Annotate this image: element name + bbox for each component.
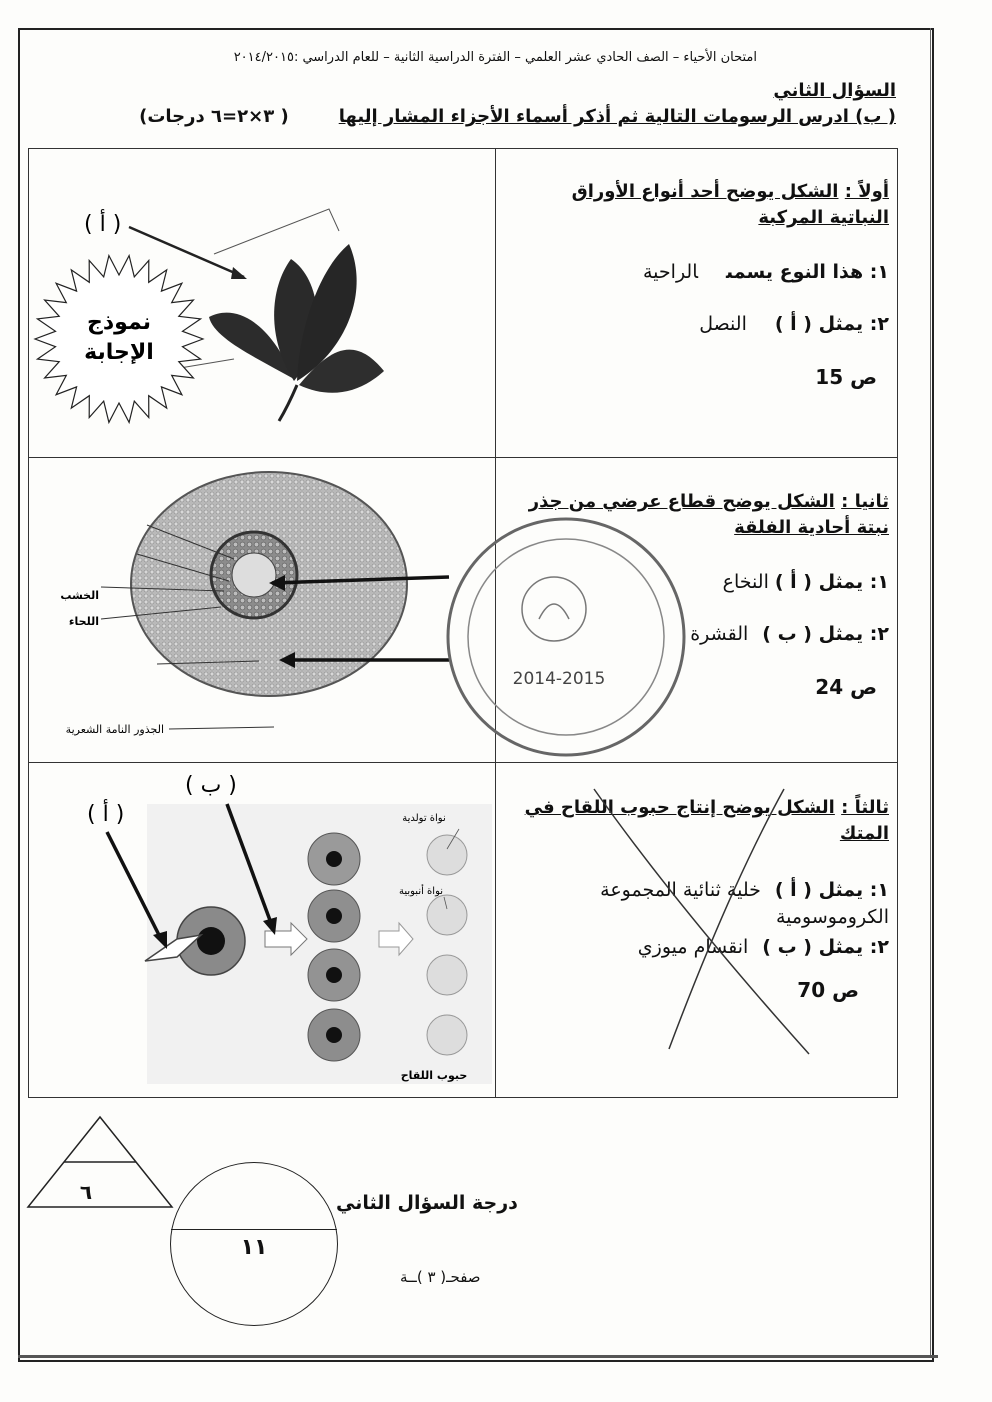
root-pointer-hairs [169, 727, 274, 729]
page-edge [930, 28, 937, 1358]
section-2-heading-text: الشكل يوضح قطاع عرضي من جذر نبتة أحادية الفلقة [528, 491, 889, 539]
section-3-q1: ١: يمثل ( أ )خلية ثنائية المجموعة الكروموسومية [600, 879, 889, 928]
bottom-rule [18, 1355, 938, 1358]
section-1-page-ref: ص 15 [815, 365, 877, 390]
tetrad-nucleus-4 [326, 1027, 342, 1043]
marks-text: ( ٣×٢=٦ درجات) [139, 106, 289, 127]
leaf-petiole [279, 385, 297, 421]
seal-outer-ring [448, 519, 684, 755]
question-title: السؤال الثاني [773, 80, 896, 101]
circle-score-box [170, 1162, 338, 1326]
section-3-heading: ثالثاً : الشكل يوضح إنتاج حبوب اللقاح في المتك [524, 797, 889, 845]
pollen-label-a: ( أ ) [87, 802, 125, 827]
section-1-q2-answer: النصل [699, 313, 747, 336]
root-label-xylem: الخشب [60, 589, 99, 602]
tetrad-nucleus-1 [326, 851, 342, 867]
pollen-grain-1 [427, 835, 467, 875]
section-3-q1-answer: خلية ثنائية المجموعة الكروموسومية [600, 879, 889, 928]
section-2-q1-answer: النخاع [722, 571, 769, 594]
instruction-text: ( ب) ادرس الرسومات التالية ثم أذكر أسماء الأجزاء المشار إليها [338, 106, 896, 127]
official-seal [448, 519, 684, 755]
figures-layer [29, 149, 897, 1097]
grade-label: درجة السؤال الثاني [336, 1192, 518, 1214]
section-3-q2: ٢: يمثل ( ب )انقسام ميوزي [637, 936, 889, 959]
pollen-label-b: ( ب ) [185, 773, 237, 798]
section-1-q1: ١: هذا النوع يسمىالراحية [643, 261, 889, 284]
answer-stamp [35, 256, 203, 423]
seal-emblem [522, 577, 586, 641]
section-3-heading-text: الشكل يوضح إنتاج حبوب اللقاح في المتك [524, 797, 889, 845]
section-2-q2-answer: القشرة [690, 623, 749, 646]
triangle-score: ٦ [79, 1180, 93, 1204]
section-1-q1-answer: الراحية [643, 261, 699, 284]
pollen-grain-2 [427, 895, 467, 935]
root-label-phloem: اللحاء [68, 615, 99, 628]
root-label-hairs: الجذور النامة الشعرية [65, 723, 164, 736]
tetrad-nucleus-3 [326, 967, 342, 983]
section-3-q2-answer: انقسام ميوزي [637, 936, 749, 959]
pollen-grain-3 [427, 955, 467, 995]
leaf-arrowhead-a [231, 267, 247, 279]
circle-score: ١١ [240, 1235, 268, 1260]
grader-cross-mark [594, 789, 809, 1054]
leaf-photo-edge [214, 209, 339, 254]
pollen-label-grains: حبوب اللقاح [400, 1069, 468, 1082]
seal-year: 2014-2015 [512, 669, 606, 689]
section-2-heading: ثانيا : الشكل يوضح قطاع عرضي من جذر نبتة أحادية الفلقة [528, 491, 889, 539]
pollen-label-generative: نواة تولدية [402, 813, 446, 824]
section-1-q2: ٢: يمثل ( أ )النصل [699, 313, 889, 336]
stamp-starburst [35, 256, 203, 423]
stamp-text-1: نموذج [87, 310, 151, 335]
page-number: صفحـ( ٣ )ــة [400, 1268, 481, 1286]
exam-header: امتحان الأحياء – الصف الحادي عشر العلمي – الفترة الدراسية الثانية – للعام الدراسي :٢٠١٤/٢٠١٥ [233, 50, 757, 65]
root-pith [232, 553, 276, 597]
question-instruction [139, 106, 896, 127]
seal-inner-ring [468, 539, 664, 735]
circle-divider [171, 1229, 337, 1230]
pollen-label-tube: نواة أنبوبية [398, 886, 444, 897]
cross-stroke-2 [669, 789, 784, 1049]
pollen-figure [87, 773, 492, 1084]
root-figure [60, 472, 449, 736]
mother-cell-nucleus [197, 927, 225, 955]
section-3-page-ref: ص 70 [797, 978, 859, 1003]
seal-emblem-detail [539, 604, 569, 619]
section-2-q1: ١: يمثل ( أ )النخاع [722, 571, 889, 594]
leaf-label-a: ( أ ) [84, 212, 122, 237]
cross-stroke-1 [594, 789, 809, 1054]
pollen-grain-4 [427, 1015, 467, 1055]
questions-grid [28, 148, 898, 1098]
stamp-text-2: الإجابة [84, 340, 154, 365]
section-1-heading-text: الشكل يوضح أحد أنواع الأوراق النباتية المركبة [571, 181, 889, 229]
tetrad-nucleus-2 [326, 908, 342, 924]
section-1-heading: أولاً : الشكل يوضح أحد أنواع الأوراق النباتية المركبة [571, 181, 889, 229]
section-2-page-ref: ص 24 [815, 675, 877, 700]
section-2-q2: ٢: يمثل ( ب )القشرة [690, 623, 889, 646]
